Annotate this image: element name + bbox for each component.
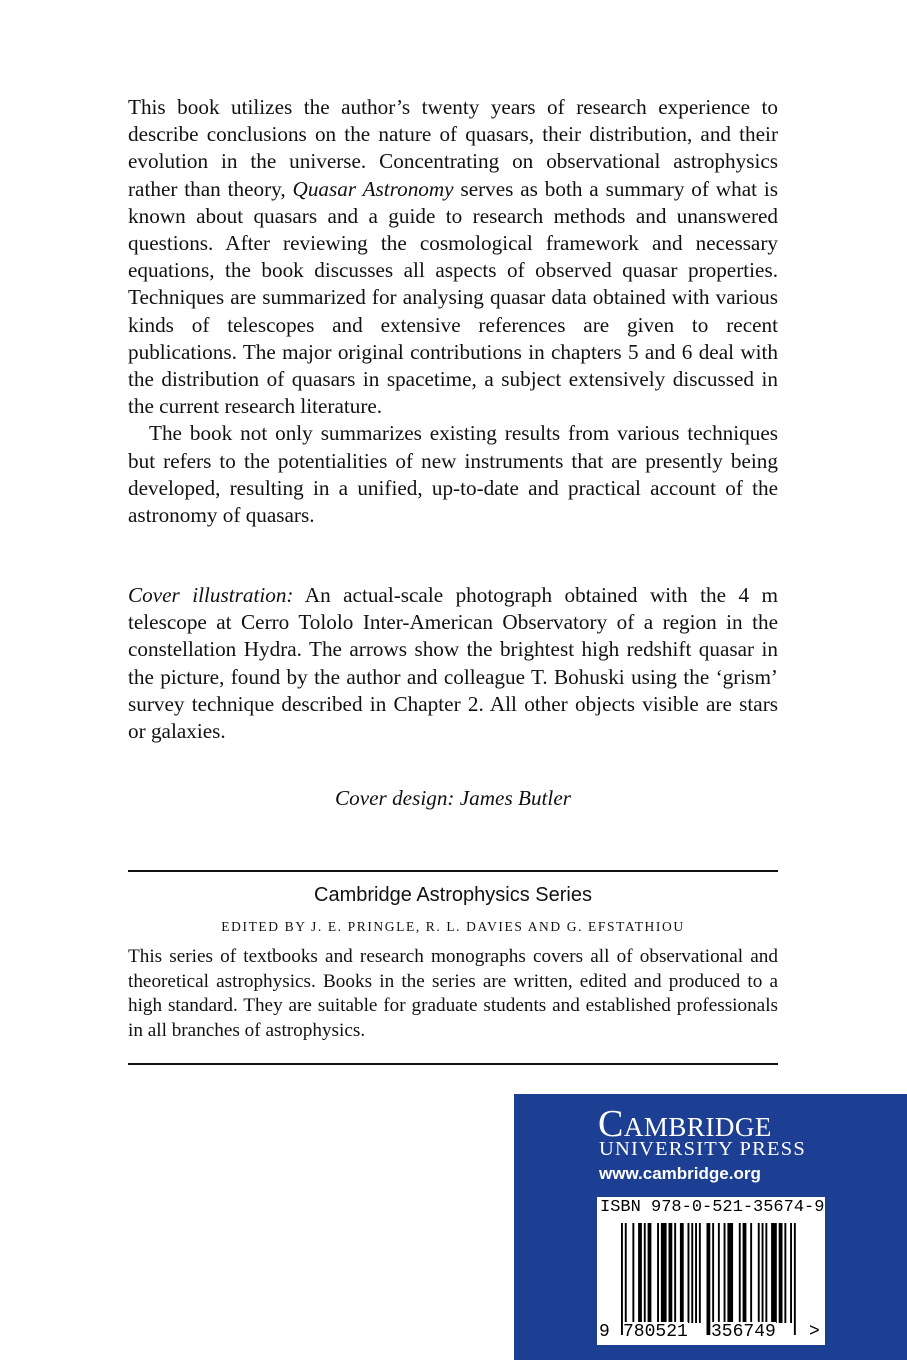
barcode-bar bbox=[779, 1223, 783, 1323]
publisher-panel bbox=[514, 1094, 907, 1360]
barcode-bar bbox=[724, 1223, 726, 1323]
series-title: Cambridge Astrophysics Series bbox=[314, 884, 592, 906]
publisher-url: www.cambridge.org bbox=[599, 1164, 761, 1183]
barcode-bar bbox=[758, 1223, 760, 1323]
barcode-bar bbox=[669, 1223, 673, 1323]
barcode-bar bbox=[648, 1223, 652, 1323]
cover-illustration-note bbox=[128, 582, 778, 745]
barcode-bar bbox=[765, 1223, 767, 1323]
barcode-bar bbox=[632, 1223, 634, 1323]
ean-group-right: 356749 bbox=[711, 1322, 776, 1342]
cover-design-credit: Cover design: James Butler bbox=[335, 786, 571, 810]
book-title-italic: Quasar Astronomy bbox=[292, 176, 454, 201]
barcode-bar bbox=[695, 1223, 697, 1323]
barcode-bar bbox=[771, 1223, 777, 1323]
barcode-bar bbox=[674, 1223, 676, 1323]
barcode-bar bbox=[680, 1223, 684, 1323]
barcode-bar bbox=[790, 1223, 792, 1323]
barcode-bar bbox=[739, 1223, 741, 1323]
series-description: This series of textbooks and research monographs covers all of observational and theoretical astrophysics. Books in the series are written, edited and produced to a high standard. They are suitable for graduate students and established professionals in all branches of astrophysics. bbox=[128, 946, 778, 1041]
blurb-p1-part1: This book utilizes the author’s twenty years of research experience to describe conclusions on the nature of quasars, their distribution, and their evolution in the universe. Concentrating on observational astrophysics rather than theory, bbox=[128, 95, 778, 201]
barcode-bar bbox=[712, 1223, 714, 1335]
barcode-bar bbox=[707, 1223, 711, 1335]
publisher-subtitle: UNIVERSITY PRESS bbox=[599, 1138, 806, 1160]
barcode-bar bbox=[743, 1223, 747, 1323]
blurb-paragraph-1 bbox=[128, 94, 778, 420]
top-divider bbox=[128, 870, 778, 872]
barcode-bar bbox=[718, 1223, 720, 1323]
barcode-bar bbox=[621, 1223, 623, 1335]
series-editors: EDITED BY J. E. PRINGLE, R. L. DAVIES AND G. EFSTATHIOU bbox=[221, 919, 685, 934]
barcode-bar bbox=[661, 1223, 667, 1323]
barcode-bar bbox=[688, 1223, 690, 1323]
barcode-bar bbox=[691, 1223, 693, 1323]
barcode-bar bbox=[657, 1223, 659, 1323]
isbn-label: ISBN 978-0-521-35674-9 bbox=[600, 1198, 825, 1217]
ean-quiet-mark: > bbox=[809, 1322, 820, 1342]
cover-illustration-label: Cover illustration: bbox=[128, 583, 294, 607]
barcode-bar bbox=[638, 1223, 642, 1323]
barcode-bar bbox=[644, 1223, 646, 1323]
barcode-bar bbox=[699, 1223, 701, 1323]
publisher-name: Cambridge bbox=[598, 1103, 772, 1145]
blurb-p1-part2: serves as both a summary of what is known about quasars and a guide to research methods and unanswered questions. After reviewing the cosmological framework and necessary equations, the book discusses all aspects of observed quasar properties. Techniques are summarized for analysing quasar data obtained with various kinds of telescopes and extensive references are given to recent publications. The major original contributions in chapters 5 and 6 deal with the distribution of quasars in spacetime, a subject extensively discussed in the current research literature. bbox=[128, 176, 778, 419]
barcode-bar bbox=[794, 1223, 796, 1335]
cover-illustration-text: An actual-scale photograph obtained with the 4 m telescope at Cerro Tololo Inter-American Observatory of a region in the constellation Hydra. The arrows show the brightest high redshift quasar in the picture, found by the author and colleague T. Bohuski using the ‘grism’ survey technique described in Chapter 2. All other objects visible are stars or galaxies. bbox=[128, 583, 778, 744]
barcode-bar bbox=[762, 1223, 764, 1323]
barcode-bar bbox=[750, 1223, 752, 1323]
blurb-paragraph-2: The book not only summarizes existing results from various techniques but refers to the potentialities of new instruments that are presently being developed, resulting in a unified, up-to-date and practical account of the astronomy of quasars. bbox=[128, 421, 778, 528]
bottom-divider bbox=[128, 1063, 778, 1065]
ean-lead-digit: 9 bbox=[599, 1322, 610, 1342]
barcode-bar bbox=[625, 1223, 627, 1335]
book-blurb bbox=[128, 94, 778, 529]
barcode-panel bbox=[597, 1197, 825, 1345]
barcode-bar bbox=[784, 1223, 786, 1323]
ean-group-left: 780521 bbox=[623, 1322, 688, 1342]
barcode-bar bbox=[727, 1223, 733, 1323]
